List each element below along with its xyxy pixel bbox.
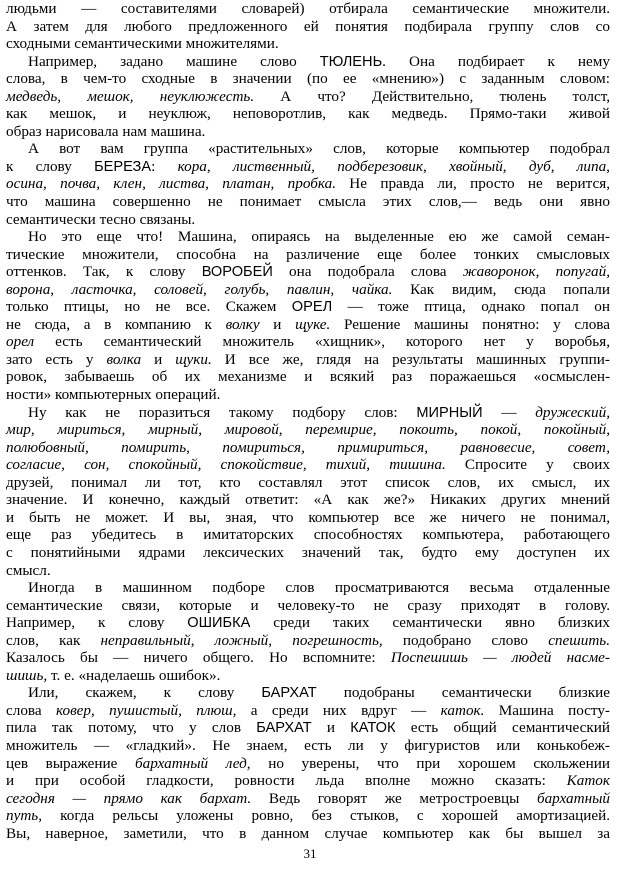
- text-run: еще раз убедитесь в имитаторских способностях компьютера, работающего: [6, 526, 610, 544]
- italic-words: Поспешишь — людей насме-: [390, 649, 610, 667]
- text-run: А что? Действительно, тюлень толст,: [254, 87, 610, 105]
- headword: МИРНЫЙ: [416, 404, 483, 421]
- headword: ОШИБКА: [187, 615, 251, 632]
- text-run: Казалось бы — ничего общего. Но вспомните:: [6, 649, 391, 667]
- text-run: т. е. «наделаешь ошибок».: [47, 666, 221, 684]
- italic-words: медведь, мешок, неуклюжесть.: [6, 87, 255, 105]
- text-line: [6, 105, 610, 123]
- text-line: [6, 737, 610, 755]
- italic-words: спешить.: [548, 631, 610, 649]
- italic-words: бархатный: [536, 789, 610, 807]
- text-line: [6, 562, 610, 580]
- text-run: :: [151, 157, 178, 175]
- text-line: [6, 772, 610, 790]
- text-line: [6, 193, 610, 211]
- text-run: что машина совершенно не понимает смысла этих слов,— ведь они явно: [6, 193, 610, 211]
- text-run: и при особой гладкости, ровности льда вполне можно сказать:: [6, 772, 567, 790]
- text-run: есть семантический множитель «хищник», которого нет у воробья,: [34, 333, 610, 351]
- text-run: Вы, наверное, заметили, что в данном случае компьютер как бы вышел за: [6, 824, 610, 842]
- text-run: Машина посту-: [484, 701, 610, 719]
- text-line: [6, 18, 610, 36]
- text-line: [6, 404, 610, 422]
- text-line: [6, 825, 610, 843]
- text-line: [6, 526, 610, 544]
- text-run: она подобрала слова: [272, 263, 463, 281]
- text-run: И все же, глядя на результаты машинных группи-: [211, 350, 610, 368]
- headword: ТЮЛЕНЬ: [319, 53, 383, 70]
- text-run: Ведь говорят же метростроевцы: [251, 789, 537, 807]
- text-run: Например, к слову: [6, 614, 188, 632]
- text-run: Как видим, сюда попали: [392, 280, 610, 298]
- text-line: [6, 88, 610, 106]
- italic-words: сегодня — прямо как бархат.: [6, 789, 252, 807]
- text-line: [6, 386, 610, 404]
- italic-words: щуки.: [175, 350, 212, 368]
- text-run: Не правда ли, просто не верится,: [336, 175, 610, 193]
- text-line: [6, 263, 610, 281]
- italic-words: волку: [225, 315, 260, 333]
- text-run: Иногда в машинном подборе слов просматриваются весьма отдаленные: [28, 579, 610, 597]
- text-line: [6, 667, 610, 685]
- italic-words: шишь,: [6, 666, 48, 684]
- text-run: семантические связи, которые и человеку-то не сразу приходят в голову.: [6, 596, 610, 614]
- text-run: и: [259, 315, 296, 333]
- italic-words: путь,: [6, 807, 43, 825]
- text-line: [6, 351, 610, 369]
- italic-words: осина, почва, клен, листва, платан, пробка.: [6, 175, 336, 193]
- text-run: — тоже птица, однако попал он: [332, 298, 610, 316]
- text-run: Или, скажем, к слову: [28, 684, 262, 702]
- text-run: с понятийными ядрами лексических значений так, будто ему доступен их: [6, 543, 610, 561]
- text-run: оттенков. Так, к слову: [6, 263, 202, 281]
- text-run: когда рельсы уложены ровно, без стыков, с хорошей амортизацией.: [42, 807, 610, 825]
- headword: КАТОК: [350, 720, 396, 737]
- text-run: сходными семантическими множителями.: [6, 35, 279, 53]
- text-run: цев выражение: [6, 754, 136, 772]
- text-line: [6, 368, 610, 386]
- text-run: Ну как не поразиться такому подбору слов:: [28, 403, 417, 421]
- text-line: [6, 421, 610, 439]
- text-run: и быть не может. И вы, зная, что компьютер все же ничего не понимал,: [6, 508, 610, 526]
- text-line: [6, 228, 610, 246]
- text-run: . Она подбирает к нему: [382, 52, 610, 70]
- page-number: 31: [303, 846, 317, 861]
- text-line: [6, 807, 610, 825]
- italic-words: кора, лиственный, подберезовик, хвойный, дуб, липа,: [177, 157, 610, 175]
- text-run: слова, в чем-то сходные в значении (по ее «мнению») с заданным словом:: [6, 70, 610, 88]
- text-line: [6, 579, 610, 597]
- italic-words: неправильный, ложный, погрешность,: [100, 631, 383, 649]
- text-line: [6, 755, 610, 773]
- italic-words: волка: [106, 350, 142, 368]
- text-line: [6, 70, 610, 88]
- text-line: [6, 35, 610, 53]
- text-run: значение. И конечно, каждый ответит: «А как же?» Никаких других мнений: [6, 491, 610, 509]
- text-line: [6, 0, 610, 18]
- text-line: [6, 158, 610, 176]
- headword: БЕРЕЗА: [94, 158, 152, 175]
- text-run: но уверены, что при хорошем скольжении: [250, 754, 610, 772]
- text-run: подобрано слово: [382, 631, 549, 649]
- text-line: [6, 719, 610, 737]
- text-run: —: [482, 403, 536, 421]
- italic-words: ковер, пушистый, плюш,: [55, 701, 237, 719]
- headword: ОРЕЛ: [291, 299, 333, 316]
- text-line: [6, 614, 610, 632]
- text-line: [6, 53, 610, 71]
- headword: БАРХАТ: [256, 720, 312, 737]
- italic-words: орел: [6, 333, 35, 351]
- text-run: Например, задано машине слово: [28, 52, 320, 70]
- text-run: не сюда, а в компанию к: [6, 315, 226, 333]
- text-line: [6, 544, 610, 562]
- text-run: а среди них вдруг —: [236, 701, 441, 719]
- text-run: и: [141, 350, 176, 368]
- text-run: пила так потому, что у слов: [6, 719, 257, 737]
- headword: ВОРОБЕЙ: [201, 264, 273, 281]
- text-run: только птицы, но не все. Скажем: [6, 298, 292, 316]
- italic-words: дружеский,: [535, 403, 610, 421]
- text-line: [6, 684, 610, 702]
- italic-words: каток.: [440, 701, 485, 719]
- text-run: ности» компьютерных операций.: [6, 386, 221, 404]
- text-line: [6, 474, 610, 492]
- italic-words: согласие, сон, спокойный, спокойствие, тихий, тишина.: [6, 456, 446, 474]
- text-line: [6, 649, 610, 667]
- italic-words: мир, мириться, мирный, мировой, перемирие, покоить, покой, покойный,: [6, 421, 610, 439]
- text-run: слов, как: [6, 631, 101, 649]
- text-line: [6, 140, 610, 158]
- text-run: А вот вам группа «растительных» слов, которые компьютер подобрал: [28, 140, 610, 158]
- text-line: [6, 632, 610, 650]
- text-run: среди таких семантически явно близких: [250, 614, 610, 632]
- headword: БАРХАТ: [261, 685, 317, 702]
- text-run: Но это еще что! Машина, опираясь на выделенные ею же самой семан-: [28, 228, 610, 246]
- text-run: ровок, забываешь об их механизме и всякий раз поражаешься «осмыслен-: [6, 368, 610, 386]
- text-line: [6, 298, 610, 316]
- text-line: [6, 123, 610, 141]
- text-run: как мешок, и неуклюж, неповоротлив, как медведь. Прямо-таки живой: [6, 105, 610, 123]
- italic-words: Каток: [566, 772, 610, 790]
- text-line: [6, 597, 610, 615]
- text-line: [6, 211, 610, 229]
- text-line: [6, 456, 610, 474]
- text-run: смысл.: [6, 561, 51, 579]
- text-run: Спросите у своих: [445, 456, 610, 474]
- italic-words: ворона, ласточка, соловей, голубь, павлин, чайка.: [6, 280, 393, 298]
- text-run: множитель — «гладкий». Не знаем, есть ли у фигуристов или конькобеж-: [6, 736, 610, 754]
- italic-words: щуке.: [295, 315, 331, 333]
- text-run: зато есть у: [6, 350, 107, 368]
- text-run: тические множители, способна на различение еще более тонких смысловых: [6, 245, 610, 263]
- text-run: есть общий семантический: [395, 719, 610, 737]
- text-line: [6, 790, 610, 808]
- text-line: [6, 439, 610, 457]
- text-line: [6, 491, 610, 509]
- text-run: людьми — составителями словарей) отбирала семантические множители.: [6, 0, 610, 17]
- text-line: [6, 281, 610, 299]
- text-run: А затем для любого предложенного ей понятия подбирала группу слов со: [6, 17, 610, 35]
- text-line: [6, 316, 610, 334]
- text-run: друзей, понимал ли тот, кто составлял этот список слов, их смысл, их: [6, 473, 610, 491]
- text-run: к слову: [6, 157, 95, 175]
- text-line: [6, 246, 610, 264]
- text-run: Решение машины понятно: у слова: [330, 315, 611, 333]
- text-run: подобраны семантически близкие: [316, 684, 610, 702]
- italic-words: бархатный лед,: [135, 754, 251, 772]
- text-line: [6, 175, 610, 193]
- body-text: [6, 0, 610, 842]
- text-run: слова: [6, 701, 56, 719]
- text-run: семантически тесно связаны.: [6, 210, 196, 228]
- text-line: [6, 702, 610, 720]
- text-run: и: [311, 719, 351, 737]
- text-line: [6, 333, 610, 351]
- italic-words: полюбовный, помирить, помириться, примириться, равновесие, совет,: [6, 438, 610, 456]
- text-run: образ нарисовала нам машина.: [6, 122, 206, 140]
- italic-words: жаворонок, попугай,: [462, 263, 610, 281]
- text-line: [6, 509, 610, 527]
